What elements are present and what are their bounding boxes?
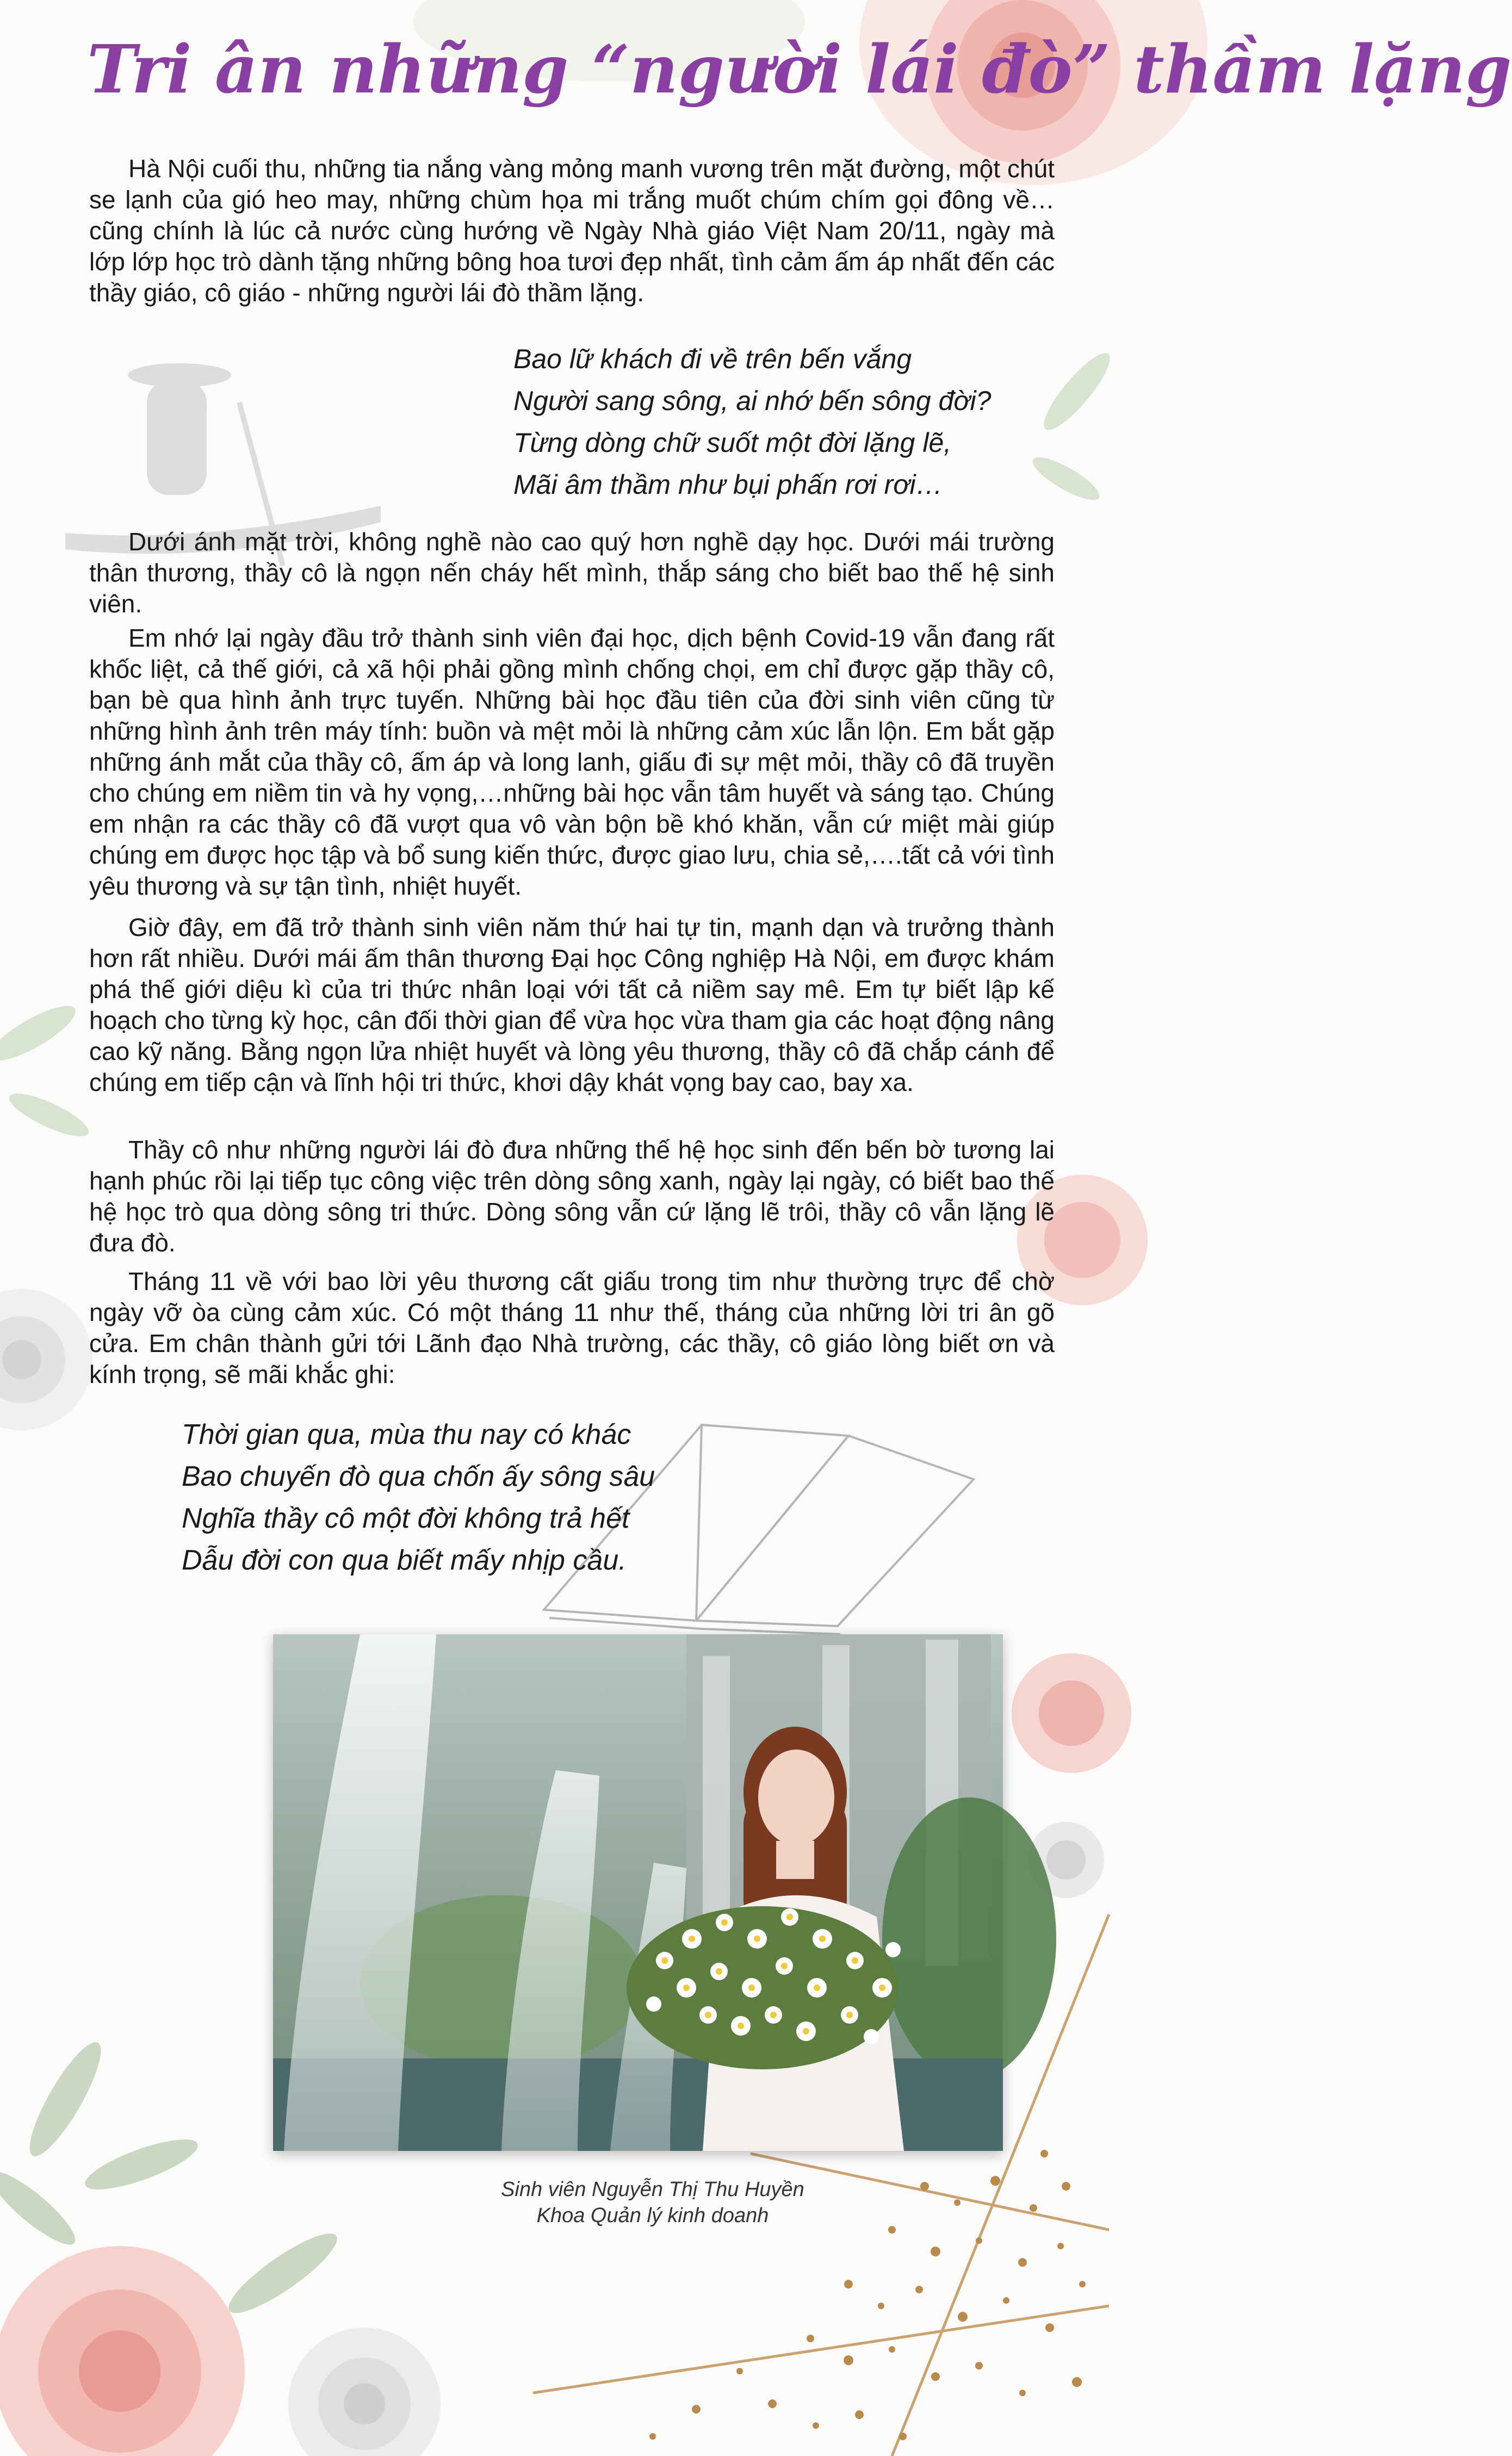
body-paragraph: Em nhớ lại ngày đầu trở thành sinh viên đại học, dịch bệnh Covid-19 vẫn đang rất khốc liệt, cả thế giới, cả xã hội phải gồng mình chống chọi, em chỉ được gặp thầy cô, bạn bè qua hình ảnh trực tuyến. Những bài học đầu tiên của đời sinh viên cũng từ những hình ảnh trên máy tính: buồn và mệt mỏi là những cảm xúc lẫn lộn. Em bắt gặp những ánh mắt của thầy cô, ấm áp và long lanh, giấu đi sự mệt mỏi, thầy cô đã truyền cho chúng em niềm tin và hy vọng,…những bài học vẫn tâm huyết và sáng tạo. Chúng em nhận ra các thầy cô đã vượt qua vô vàn bộn bề khó khăn, vẫn cứ miệt mài giúp chúng em được học tập và bổ sung kiến thức, được giao lưu, chia sẻ,….tất cả với tình yêu thương và sự tận tình, nhiệt huyết. <box>89 624 1055 900</box>
poem-line: Mãi âm thầm như bụi phấn rơi rơi… <box>513 469 943 500</box>
white-flower-icon <box>0 1289 92 1430</box>
poem-line: Từng dòng chữ suốt một đời lặng lẽ, <box>513 427 952 458</box>
poem-line: Thời gian qua, mùa thu nay có khác <box>182 1419 631 1450</box>
closing-poem <box>182 1414 655 1581</box>
rose-icon <box>0 2246 245 2456</box>
flower-bouquet <box>627 1906 901 2069</box>
photo-caption-department: Khoa Quản lý kinh doanh <box>536 2204 769 2227</box>
body-paragraph: Giờ đây, em đã trở thành sinh viên năm thứ hai tự tin, mạnh dạn và trưởng thành hơn rất nhiều. Dưới mái ấm thân thương Đại học Công nghiệp Hà Nội, em được khám phá thế giới diệu kì của tri thức nhân loại với tất cả niềm say mê. Em tự biết lập kế hoạch cho từng kỳ học, cân đối thời gian để vừa học vừa tham gia các hoạt động nâng cao kỹ năng. Bằng ngọn lửa nhiệt huyết và lòng yêu thương, thầy cô đã chắp cánh để chúng em tiếp cận và lĩnh hội tri thức, khơi dậy khát vọng bay cao, bay xa. <box>89 913 1055 1096</box>
poem-line: Người sang sông, ai nhớ bến sông đời? <box>513 386 992 416</box>
photo-caption-name: Sinh viên Nguyễn Thị Thu Huyền <box>501 2178 804 2201</box>
poem-line: Nghĩa thầy cô một đời không trả hết <box>182 1503 630 1534</box>
body-paragraph: Thầy cô như những người lái đò đưa những thế hệ học sinh đến bến bờ tương lai hạnh phúc rồi lại tiếp tục công việc trên dòng sông xanh, ngày lại ngày, có biết bao thế hệ học trò qua dòng sông tri thức. Dòng sông vẫn cứ lặng lẽ trôi, thầy cô vẫn lặng lẽ đưa đò. <box>89 1136 1055 1257</box>
body-paragraph: Tháng 11 về với bao lời yêu thương cất giấu trong tim như thường trực để chờ ngày vỡ òa cùng cảm xúc. Có một tháng 11 như thế, tháng của những lời tri ân gõ cửa. Em chân thành gửi tới Lãnh đạo Nhà trường, các thầy, cô giáo lòng biết ơn và kính trọng, sẽ mãi khắc ghi: <box>89 1267 1055 1388</box>
poem-line: Bao lữ khách đi về trên bến vắng <box>513 344 912 374</box>
poem-line: Dẫu đời con qua biết mấy nhịp cầu. <box>182 1545 627 1576</box>
page-title: Tri ân những “người lái đò” thầm lặng <box>87 30 1512 108</box>
white-flower-icon <box>288 2328 441 2456</box>
poem-line: Bao chuyến đò qua chốn ấy sông sâu <box>182 1461 655 1492</box>
opening-poem <box>513 338 991 506</box>
body-paragraph: Dưới ánh mặt trời, không nghề nào cao quý hơn nghề dạy học. Dưới mái trường thân thương, thầy cô là ngọn nến cháy hết mình, thắp sáng cho biết bao thế hệ sinh viên. <box>89 528 1055 618</box>
intro-paragraph: Hà Nội cuối thu, những tia nắng vàng mỏng manh vương trên mặt đường, một chút se lạnh của gió heo may, những chùm họa mi trắng muốt chúm chím gọi đông về…cũng chính là lúc cả nước cùng hướng về Ngày Nhà giáo Việt Nam 20/11, ngày mà lớp lớp học trò dành tặng những bông hoa tươi đẹp nhất, tình cảm ấm áp nhất đến các thầy giáo, cô giáo - những người lái đò thầm lặng. <box>89 154 1055 307</box>
student-photo <box>273 1634 1003 2151</box>
